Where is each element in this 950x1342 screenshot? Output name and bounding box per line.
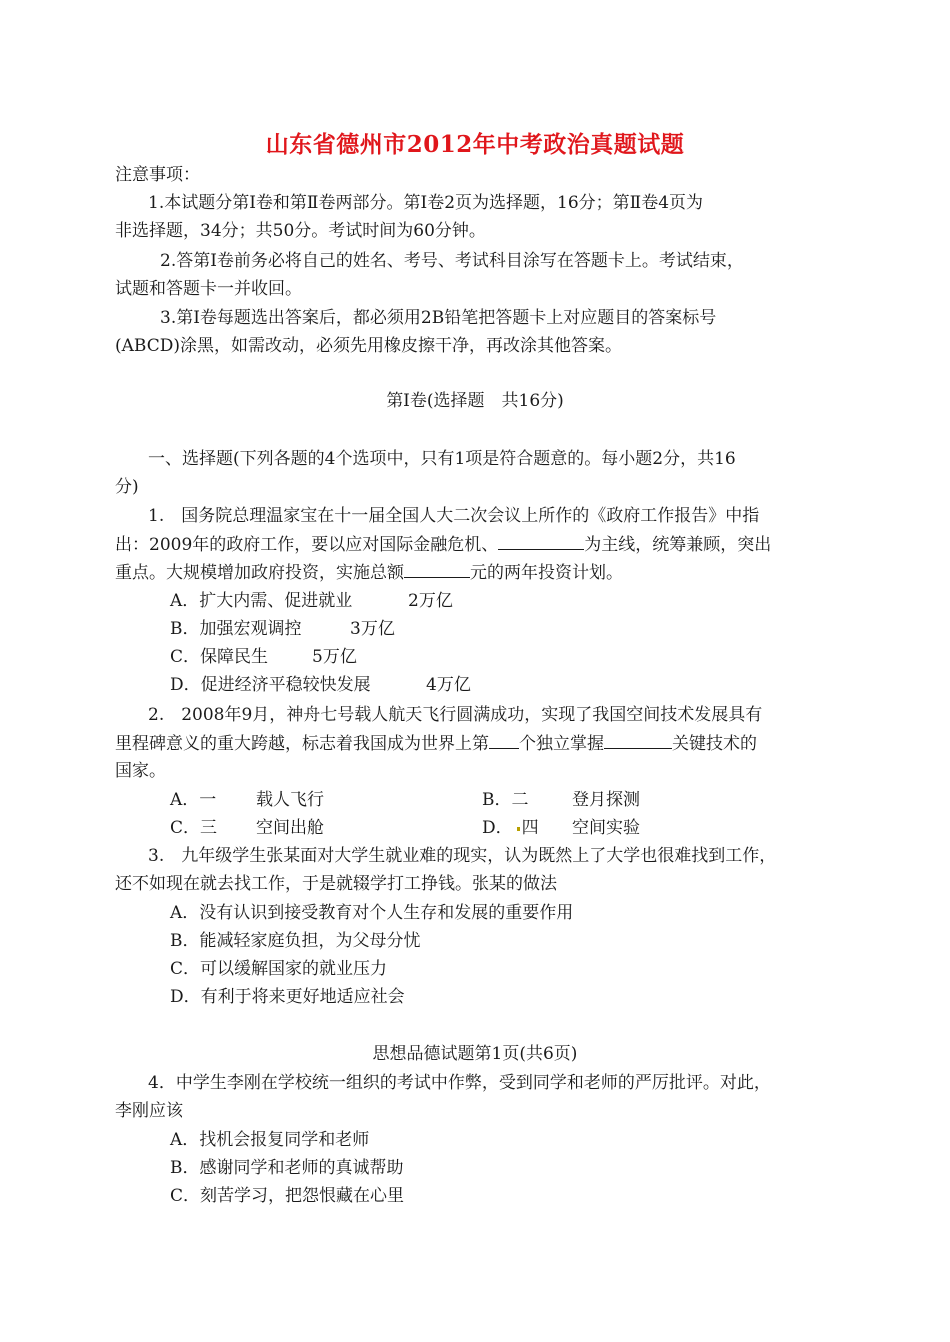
q3-option-a: A．没有认识到接受教育对个人生存和发展的重要作用	[170, 903, 574, 923]
q1-option-b-amount: 3万亿	[350, 619, 395, 639]
q4-option-b: B．感谢同学和老师的真诚帮助	[170, 1158, 404, 1178]
q2-stem-line-2-part-a: 里程碑意义的重大跨越，标志着我国成为世界上第	[115, 734, 489, 754]
q4-option-c: C．刻苦学习，把怨恨藏在心里	[170, 1186, 405, 1206]
q1-stem-line-3	[115, 561, 623, 584]
q1-option-a-amount: 2万亿	[408, 591, 453, 611]
q2-blank-2	[604, 732, 672, 749]
q2-option-d-letter: D．	[482, 818, 513, 838]
q2-option-c-text: 空间出舱	[256, 818, 324, 838]
q3-option-d: D．有利于将来更好地适应社会	[170, 987, 405, 1007]
notice-item-3-line-1: 3.第Ⅰ卷每题选出答案后，都必须用2B铅笔把答题卡上对应题目的答案标号	[160, 308, 717, 328]
q1-stem-line-2-part-b: 为主线，统筹兼顾，突出	[584, 535, 772, 555]
notice-item-3-line-2: (ABCD)涂黑，如需改动，必须先用橡皮擦干净，再改涂其他答案。	[115, 336, 622, 356]
page-title: 山东省德州市2012年中考政治真题试题	[265, 131, 685, 158]
q1-stem-line-1: 1. 国务院总理温家宝在十一届全国人大二次会议上所作的《政府工作报告》中指	[148, 506, 760, 526]
part1-instructions-line-2: 分)	[115, 477, 139, 497]
q3-stem-line-2: 还不如现在就去找工作，于是就辍学打工挣钱。张某的做法	[115, 874, 557, 894]
q1-stem-line-3-part-a: 重点。大规模增加政府投资，实施总额	[115, 563, 404, 583]
q2-stem-line-2	[115, 732, 757, 755]
notice-item-1-line-2: 非选择题，34分；共50分。考试时间为60分钟。	[115, 221, 486, 241]
q2-stem-line-2-part-b: 个独立掌握	[519, 734, 604, 754]
q2-option-b-text: 登月探测	[572, 790, 640, 810]
q4-option-a: A．找机会报复同学和老师	[170, 1130, 370, 1150]
stray-mark	[517, 827, 520, 831]
q3-option-b: B．能减轻家庭负担，为父母分忧	[170, 931, 421, 951]
q1-stem-line-3-part-b: 元的两年投资计划。	[470, 563, 623, 583]
q2-option-d	[482, 817, 539, 839]
q1-option-a: A．扩大内需、促进就业	[170, 591, 353, 611]
q2-option-a-text: 载人飞行	[256, 790, 324, 810]
q3-stem-line-1: 3. 九年级学生张某面对大学生就业难的现实，认为既然上了大学也很难找到工作，	[148, 846, 777, 866]
q4-stem-line-2: 李刚应该	[115, 1101, 183, 1121]
q1-option-d-amount: 4万亿	[426, 675, 471, 695]
q3-option-c: C．可以缓解国家的就业压力	[170, 959, 388, 979]
section-title: 第Ⅰ卷(选择题 共16分)	[386, 391, 564, 411]
q2-option-a-letter: A．一	[170, 790, 217, 810]
q2-option-d-letter-2: 四	[521, 818, 539, 838]
q2-option-c-letter: C．三	[170, 818, 218, 838]
notice-heading: 注意事项：	[115, 165, 200, 185]
q2-stem-line-2-part-c: 关键技术的	[672, 734, 757, 754]
q1-stem-line-2	[115, 533, 771, 556]
q2-stem-line-1: 2. 2008年9月，神舟七号载人航天飞行圆满成功，实现了我国空间技术发展具有	[148, 705, 763, 725]
q1-option-c-amount: 5万亿	[312, 647, 357, 667]
q1-stem-line-2-part-a: 出：2009年的政府工作，要以应对国际金融危机、	[115, 535, 499, 555]
q2-option-b-letter: B．二	[482, 790, 529, 810]
q1-option-b: B．加强宏观调控	[170, 619, 302, 639]
notice-item-2-line-2: 试题和答题卡一并收回。	[115, 279, 302, 299]
q1-option-d: D．促进经济平稳较快发展	[170, 675, 371, 695]
q1-blank-2	[404, 561, 470, 578]
part1-instructions-line-1: 一、选择题(下列各题的4个选项中，只有1项是符合题意的。每小题2分，共16	[148, 449, 736, 469]
q2-option-d-text: 空间实验	[572, 818, 640, 838]
notice-item-1-line-1: 1.本试题分第Ⅰ卷和第Ⅱ卷两部分。第Ⅰ卷2页为选择题，16分；第Ⅱ卷4页为	[148, 193, 704, 213]
q1-option-c: C．保障民生	[170, 647, 269, 667]
page-footer: 思想品德试题第1页(共6页)	[372, 1044, 578, 1064]
q2-blank-1	[489, 732, 519, 749]
q2-stem-line-3: 国家。	[115, 761, 166, 781]
q1-blank-1	[498, 533, 584, 550]
notice-item-2-line-1: 2.答第Ⅰ卷前务必将自己的姓名、考号、考试科目涂写在答题卡上。考试结束，	[160, 251, 744, 271]
q4-stem-line-1: 4．中学生李刚在学校统一组织的考试中作弊，受到同学和老师的严厉批评。对此，	[148, 1073, 771, 1093]
